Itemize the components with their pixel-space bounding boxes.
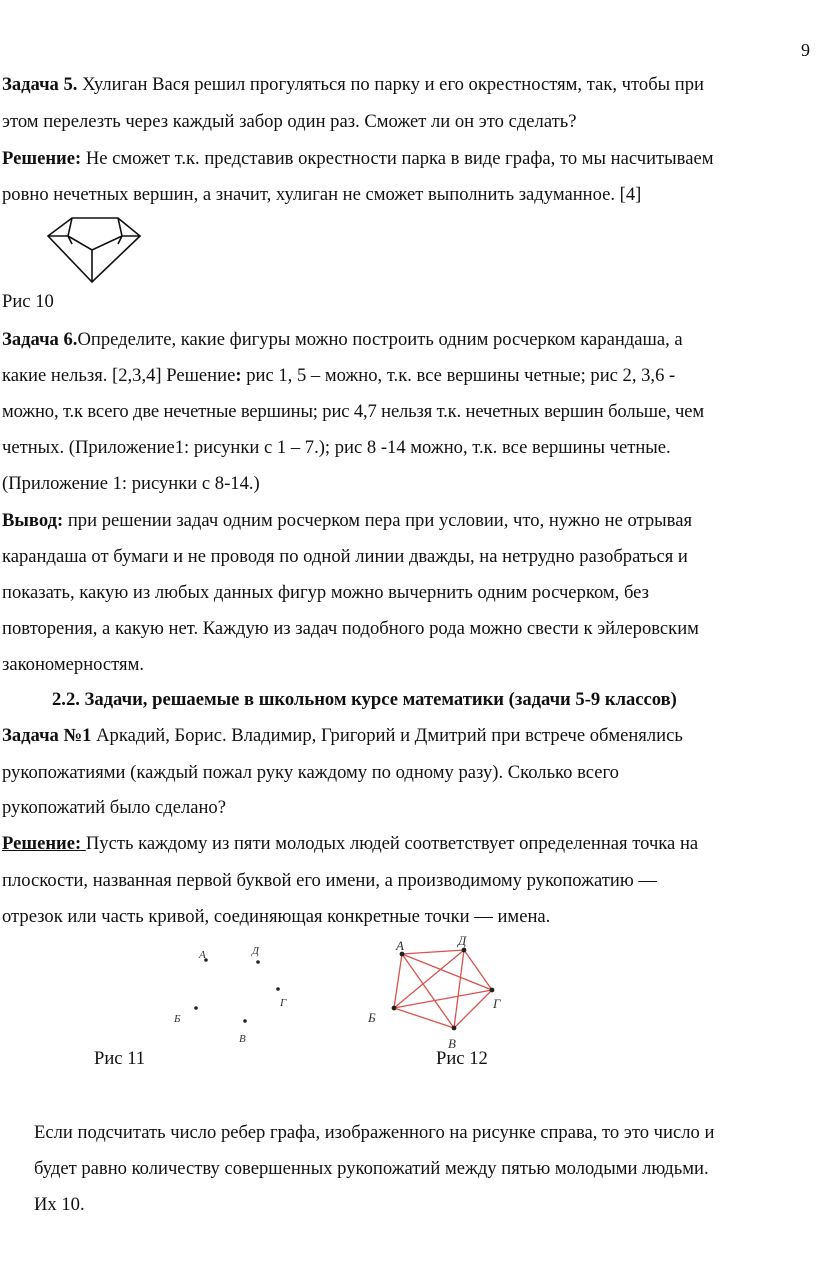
task5-line-2: этом перелезть через каждый забор один раз. Сможет ли он это сделать? bbox=[2, 111, 577, 132]
figure-12-complete-graph bbox=[362, 932, 512, 1054]
conclusion-line-5: закономерностям. bbox=[2, 654, 145, 675]
conclusion-line-3: показать, какую из любых данных фигур можно вычернить одним росчерком, без bbox=[2, 582, 649, 603]
task1-label: Задача №1 bbox=[2, 725, 92, 746]
conclusion-line-2: карандаша от бумаги и не проводя по одной линии дважды, на нетрудно разобраться и bbox=[2, 546, 688, 567]
task6-line-1: Задача 6.Определите, какие фигуры можно построить одним росчерком карандаша, а bbox=[2, 329, 683, 350]
task5-line-1: Задача 5. Хулиган Вася решил прогуляться по парку и его окрестностям, так, чтобы при bbox=[2, 74, 704, 95]
task5-label: Задача 5. bbox=[2, 74, 78, 95]
figure-10-caption: Рис 10 bbox=[2, 291, 54, 312]
task1-solution-line-3: отрезок или часть кривой, соединяющая конкретные точки — имена. bbox=[2, 906, 551, 927]
task1-solution-label: Решение: bbox=[2, 833, 86, 854]
fig12-label-d: Д bbox=[458, 933, 467, 948]
page-number: 9 bbox=[801, 40, 810, 60]
graph-edge bbox=[402, 950, 464, 954]
task6-line-4: четных. (Приложение1: рисунки с 1 – 7.); рис 8 -14 можно, т.к. все вершины четные. bbox=[2, 437, 671, 458]
graph-edge bbox=[454, 950, 464, 1028]
conclusion-line-1: Вывод: при решении задач одним росчерком пера при условии, что, нужно не отрывая bbox=[2, 510, 693, 531]
fig11-label-a: А bbox=[199, 949, 206, 961]
fig11-label-g: Г bbox=[280, 997, 287, 1009]
graph-edges bbox=[394, 950, 492, 1028]
result-line-1: Если подсчитать число ребер графа, изображенного на рисунке справа, то это число и bbox=[34, 1122, 715, 1143]
task5-solution-line-2: ровно нечетных вершин, а значит, хулиган не сможет выполнить задуманное. [4] bbox=[2, 184, 642, 205]
figure-11-caption: Рис 11 bbox=[94, 1048, 146, 1069]
figure-12-caption: Рис 12 bbox=[436, 1048, 488, 1069]
fig12-label-b: Б bbox=[368, 1010, 376, 1025]
fig12-label-g: Г bbox=[493, 996, 501, 1011]
task1-solution-line-2: плоскости, названная первой буквой его имени, а производимому рукопожатию — bbox=[2, 870, 657, 891]
graph-edge bbox=[394, 1008, 454, 1028]
task1-line-1: Задача №1 Аркадий, Борис. Владимир, Григорий и Дмитрий при встрече обменялись bbox=[2, 725, 683, 746]
fig11-label-v: В bbox=[239, 1033, 246, 1045]
task6-label: Задача 6. bbox=[2, 329, 78, 350]
task6-line-3: можно, т.к всего две нечетные вершины; рис 4,7 нельзя т.к. нечетных вершин больше, чем bbox=[2, 401, 704, 422]
graph-edge bbox=[394, 950, 464, 1008]
fig12-label-a: А bbox=[396, 938, 404, 953]
conclusion-label: Вывод: bbox=[2, 510, 64, 531]
task5-solution-line-1: Решение: Не сможет т.к. представив окрестности парка в виде графа, то мы насчитываем bbox=[2, 148, 714, 169]
result-line-3: Их 10. bbox=[34, 1194, 85, 1215]
graph-edge bbox=[402, 954, 492, 990]
task6-line-5: (Приложение 1: рисунки с 8-14.) bbox=[2, 473, 260, 494]
section-heading: 2.2. Задачи, решаемые в школьном курсе математики (задачи 5-9 классов) bbox=[52, 689, 677, 710]
figure-10-park-graph bbox=[44, 214, 144, 286]
result-line-2: будет равно количеству совершенных рукопожатий между пятью молодыми людьми. bbox=[34, 1158, 709, 1179]
conclusion-line-4: повторения, а какую нет. Каждую из задач подобного рода можно свести к эйлеровским bbox=[2, 618, 699, 639]
fig12-label-v: В bbox=[448, 1036, 456, 1051]
task6-line-2: какие нельзя. [2,3,4] Решение: рис 1, 5 – можно, т.к. все вершины четные; рис 2, 3,6 - bbox=[2, 365, 676, 386]
graph-edge bbox=[394, 954, 402, 1008]
fig11-label-d: Д bbox=[252, 945, 259, 957]
fig11-label-b: Б bbox=[174, 1013, 181, 1025]
task1-line-2: рукопожатиями (каждый пожал руку каждому по одному разу). Сколько всего bbox=[2, 762, 619, 783]
task1-solution-line-1: Решение: Пусть каждому из пяти молодых людей соответствует определенная точка на bbox=[2, 833, 699, 854]
task1-line-3: рукопожатий было сделано? bbox=[2, 797, 226, 818]
task5-solution-label: Решение: bbox=[2, 148, 82, 169]
figure-11-points bbox=[160, 936, 300, 1048]
